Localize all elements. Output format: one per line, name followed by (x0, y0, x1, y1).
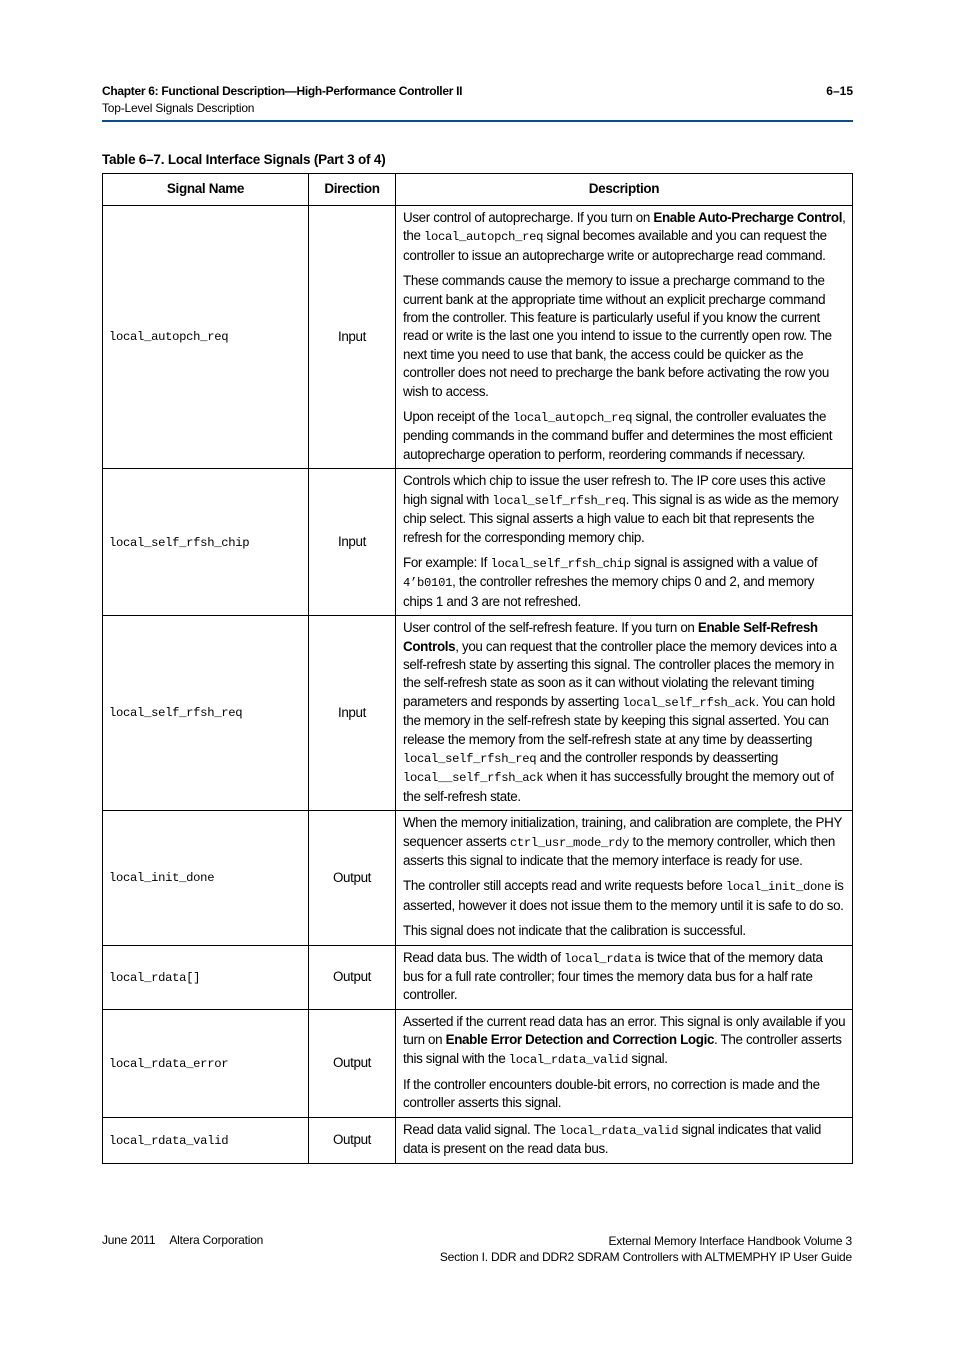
signal-name-cell (103, 811, 309, 945)
signal-name: local_self_rfsh_req (109, 706, 243, 721)
table-row (103, 469, 853, 616)
description-paragraph: Read data bus. The width of local_rdata is twice that of the memory data bus for a full rate controller; four times the memory data bus for a half rate controller. (403, 949, 823, 1003)
description-paragraph: For example: If local_self_rfsh_chip signal is assigned with a value of 4’b0101, the controller refreshes the memory chips 0 and 2, and memory chips 1 and 3 are not refreshed. (403, 554, 818, 609)
table-row (103, 1009, 853, 1117)
table-header-row (103, 174, 853, 206)
footer-company: Altera Corporation (169, 1233, 264, 1247)
chapter-title: Chapter 6: Functional Description—High-Performance Controller II (102, 84, 463, 98)
section-title: Top-Level Signals Description (102, 101, 255, 115)
table-row (103, 945, 853, 1009)
direction-cell: Output (309, 945, 396, 1009)
signal-name: local_rdata_error (109, 1056, 229, 1071)
header-rule (102, 120, 853, 122)
direction-cell: Output (309, 1117, 396, 1163)
description-paragraph: User control of the self-refresh feature. If you turn on Enable Self-Refresh Controls, you can request that the controller place the memory devices into a self-refresh state by asserting this signal. The controller places the memory in the self-refresh state as soon as it can without violating the relevant timing parameters and responds by asserting local_self_rfsh_ack. You can hold the memory in the self-refresh state by keeping this signal asserted. You can release the memory from the self-refresh state at any time by deasserting local_self_rfsh_req and the controller responds by deasserting local__self_rfsh_ack when it has successfully brought the memory out of the self-refresh state. (403, 620, 837, 804)
description-paragraph: This signal does not indicate that the calibration is successful. (403, 923, 746, 939)
page-header (102, 84, 853, 115)
table-row (103, 616, 853, 811)
signal-name-cell (103, 1117, 309, 1163)
table-row (103, 811, 853, 945)
description-cell (396, 945, 853, 1009)
local-interface-signals-table (102, 173, 853, 1164)
description-paragraph: User control of autoprecharge. If you turn on Enable Auto-Precharge Control, the local_autopch_req signal becomes available and you can request the controller to issue an autoprecharge write or autoprecharge read command. (403, 210, 846, 263)
footer-book-title: External Memory Interface Handbook Volume 3 (608, 1234, 852, 1248)
signal-name: local_rdata[] (109, 970, 201, 985)
table-caption: Table 6–7. Local Interface Signals (Part 3 of 4) (102, 152, 386, 167)
table-row (103, 1117, 853, 1163)
table-row (103, 206, 853, 469)
description-paragraph: The controller still accepts read and write requests before local_init_done is asserted, however it does not issue them to the memory until it is safe to do so. (403, 878, 844, 913)
signal-name: local_autopch_req (109, 330, 229, 345)
description-paragraph: When the memory initialization, training, and calibration are complete, the PHY sequencer asserts ctrl_usr_mode_rdy to the memory controller, which then asserts this signal to indicate that the memory interface is ready for use. (403, 815, 842, 868)
description-cell (396, 1009, 853, 1117)
description-paragraph: Asserted if the current read data has an error. This signal is only available if you turn on Enable Error Detection and Correction Logic. The controller asserts this signal with the local_rdata_valid signal. (403, 1013, 846, 1067)
signal-name-cell (103, 945, 309, 1009)
description-cell (396, 616, 853, 811)
direction-cell: Output (309, 1009, 396, 1117)
column-header-direction: Direction (309, 174, 396, 206)
signal-name: local_self_rfsh_chip (109, 535, 250, 550)
description-cell (396, 811, 853, 945)
footer-section-title: Section I. DDR and DDR2 SDRAM Controllers with ALTMEMPHY IP User Guide (439, 1250, 852, 1264)
description-cell (396, 206, 853, 469)
direction-cell: Input (309, 469, 396, 616)
signal-name: local_init_done (109, 871, 215, 886)
description-paragraph: If the controller encounters double-bit errors, no correction is made and the controller asserts this signal. (403, 1077, 820, 1111)
description-cell (396, 1117, 853, 1163)
footer-left (102, 1233, 263, 1247)
page-number: 6–15 (826, 84, 853, 98)
footer-date: June 2011 (102, 1233, 156, 1247)
description-paragraph: Read data valid signal. The local_rdata_valid signal indicates that valid data is present on the read data bus. (403, 1121, 821, 1157)
direction-cell: Input (309, 206, 396, 469)
direction-cell: Input (309, 616, 396, 811)
signal-name-cell (103, 469, 309, 616)
description-paragraph: These commands cause the memory to issue a precharge command to the current bank at the appropriate time without an explicit precharge command from the controller. This feature is particularly useful if you know the current read or write is the last one you intend to issue to the currently open row. The next time you need to use that bank, the access could be quicker as the controller does not need to precharge the bank before activating the row you wish to access. (403, 273, 832, 399)
signal-name-cell (103, 206, 309, 469)
signal-name: local_rdata_valid (109, 1133, 229, 1148)
column-header-description: Description (396, 174, 853, 206)
footer-right (440, 1233, 852, 1265)
description-paragraph: Controls which chip to issue the user refresh to. The IP core uses this active high signal with local_self_rfsh_req. This signal is as wide as the memory chip select. This signal asserts a high value to each bit that represents the refresh for the corresponding memory chip. (403, 473, 839, 545)
description-cell (396, 469, 853, 616)
column-header-signal-name: Signal Name (103, 174, 309, 206)
direction-cell: Output (309, 811, 396, 945)
description-paragraph: Upon receipt of the local_autopch_req signal, the controller evaluates the pending commands in the command buffer and determines the most efficient autoprecharge operation to perform, reordering commands if necessary. (403, 409, 833, 462)
signal-name-cell (103, 1009, 309, 1117)
signal-name-cell (103, 616, 309, 811)
